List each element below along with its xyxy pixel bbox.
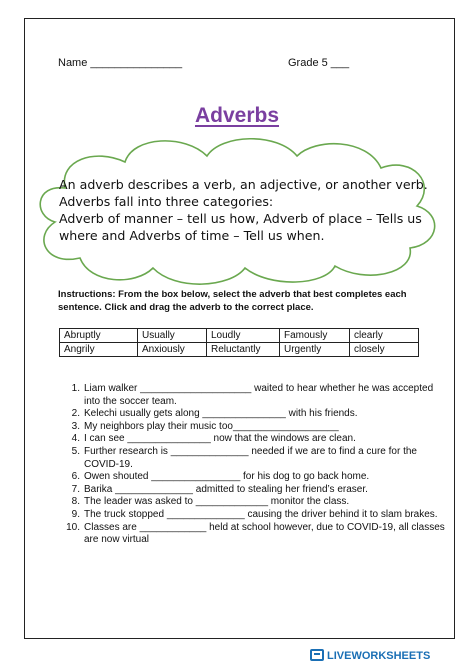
instructions: Instructions: From the box below, select the adverb that best completes each sentence. Click and drag the adverb to the correct place. — [58, 289, 407, 313]
question-number: 8. — [71, 496, 80, 508]
question-text: Classes are ____________ held at school however, due to COVID-19, all classes are now virtual — [84, 521, 445, 546]
question-item[interactable] — [58, 446, 450, 471]
question-item[interactable] — [58, 421, 450, 434]
word-row — [60, 329, 419, 343]
question-item[interactable] — [58, 383, 450, 408]
question-text: My neighbors play their music too___________________ — [84, 420, 339, 432]
draggable-word[interactable]: closely — [350, 343, 419, 357]
draggable-word[interactable]: Angrily — [60, 343, 138, 357]
draggable-word[interactable]: Famously — [280, 329, 350, 343]
question-text: Owen shouted ________________ for his dog to go back home. — [84, 471, 370, 483]
definition-line: Adverbs fall into three categories: — [59, 194, 274, 209]
draggable-word[interactable]: Anxiously — [138, 343, 207, 357]
question-number: 5. — [71, 445, 80, 457]
draggable-word[interactable]: Loudly — [207, 329, 280, 343]
draggable-word[interactable]: Usually — [138, 329, 207, 343]
question-number: 9. — [71, 508, 80, 520]
draggable-word[interactable]: Reluctantly — [207, 343, 280, 357]
question-number: 1. — [71, 383, 80, 394]
question-number: 6. — [71, 471, 80, 483]
question-text: Further research is ______________ needed if we are to find a cure for the COVID-19. — [84, 445, 417, 470]
draggable-word[interactable]: Urgently — [280, 343, 350, 357]
question-item[interactable] — [58, 522, 450, 547]
liveworksheets-footer[interactable] — [310, 649, 430, 662]
question-text: I can see _______________ now that the windows are clean. — [84, 433, 356, 445]
question-text: The leader was asked to _____________ monitor the class. — [84, 496, 350, 508]
question-text: Liam walker ____________________ waited to hear whether he was accepted into the soccer team. — [84, 383, 434, 407]
brand-text: LIVEWORKSHEETS — [327, 650, 431, 662]
question-item[interactable] — [58, 408, 450, 421]
question-number: 7. — [71, 483, 80, 495]
word-row — [60, 343, 419, 357]
question-text: Barika ______________ admitted to stealing her friend’s eraser. — [84, 483, 368, 495]
definition-line: An adverb describes a verb, an adjective, or another verb. — [59, 177, 428, 192]
question-list — [58, 383, 450, 547]
question-item[interactable] — [58, 496, 450, 509]
question-number: 2. — [71, 408, 80, 420]
question-item[interactable] — [58, 471, 450, 484]
adverb-word-box — [59, 328, 419, 357]
definition-line: Adverb of manner – tell us how, Adverb of place – Tells us — [59, 211, 422, 226]
definition-line: where and Adverbs of time – Tell us when. — [59, 228, 325, 243]
page-title: Adverbs — [194, 104, 280, 127]
adverb-definition — [59, 176, 439, 244]
name-field: Name _______________ — [58, 57, 183, 69]
question-item[interactable] — [58, 509, 450, 522]
question-text: Kelechi usually gets along _______________ with his friends. — [84, 408, 358, 420]
grade-field: Grade 5 ___ — [288, 57, 350, 69]
question-item[interactable] — [58, 484, 450, 497]
question-text: The truck stopped ______________ causing the driver behind it to slam brakes. — [84, 508, 438, 520]
question-number: 4. — [71, 433, 80, 445]
draggable-word[interactable]: clearly — [350, 329, 419, 343]
question-item[interactable] — [58, 433, 450, 446]
liveworksheets-logo-icon — [310, 649, 324, 661]
draggable-word[interactable]: Abruptly — [60, 329, 138, 343]
question-number: 10. — [66, 521, 80, 533]
question-number: 3. — [71, 420, 80, 432]
